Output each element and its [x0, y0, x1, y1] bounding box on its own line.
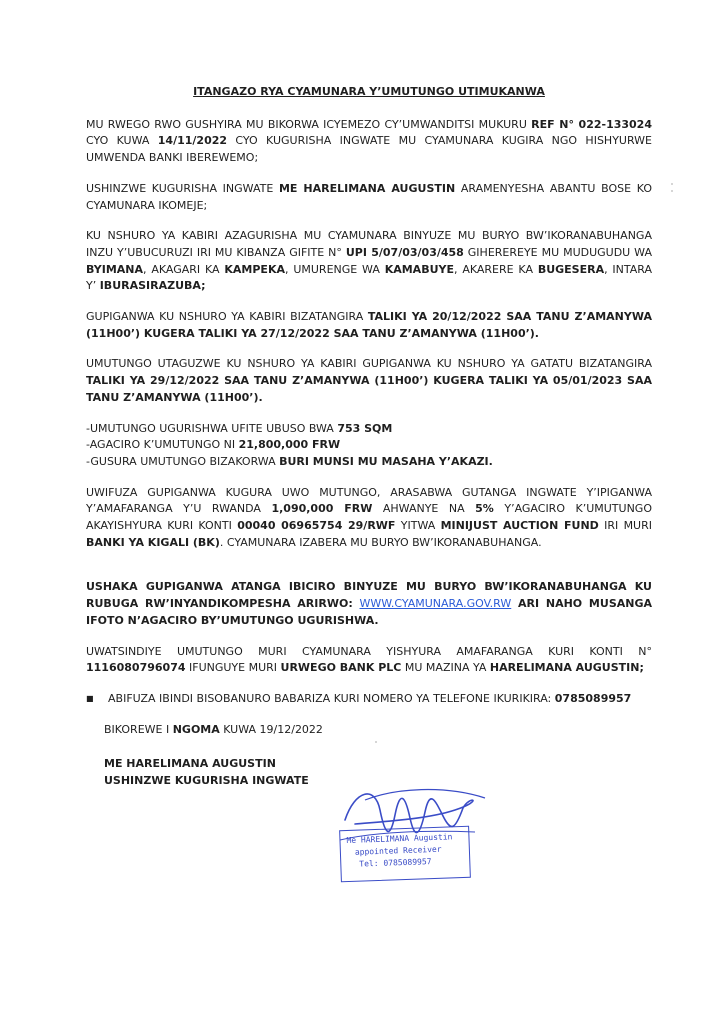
text-run: , INTARA Y’ — [86, 262, 653, 293]
text-run: TALIKI YA 20/12/2022 SAA TANU Z’AMANYWA (11H00’) KUGERA TALIKI YA 27/12/2022 SAA TANU Z’AMANYWA (11H00’). — [86, 310, 652, 340]
text-run: IFUNGUYE MURI — [185, 661, 281, 675]
property-detail-line — [86, 454, 652, 471]
text-run: KAMABUYE — [384, 262, 454, 276]
paragraph-reference — [86, 117, 652, 167]
text-run: 1,090,000 FRW — [271, 502, 373, 516]
property-detail-line — [86, 437, 652, 454]
paragraph-second-auction-dates — [86, 309, 652, 342]
text-run: -GUSURA UMUTUNGO BIZAKORWA — [86, 454, 280, 468]
text-run: MU RWEGO RWO GUSHYIRA MU BIKORWA ICYEMEZO CY’UMWANDITSI MUKURU — [86, 117, 532, 131]
text-run: USHAKA GUPIGANWA ATANGA IBICIRO BINYUZE MU BURYO BW’IKORANABUHANGA KU RUBUGA RW’INYANDIKOMPESHA ARIRWO: — [86, 580, 652, 611]
text-run: 21,800,000 FRW — [238, 438, 341, 452]
paragraph-payment-account — [86, 644, 652, 677]
stamp-line-role: appointed Receiver — [354, 844, 442, 857]
document-title: ITANGAZO RYA CYAMUNARA Y’UMUTUNGO UTIMUKANWA — [193, 85, 545, 98]
text-run: BUGESERA — [537, 262, 605, 276]
bullet-icon: ■ — [86, 693, 94, 703]
paragraph-third-auction-dates — [86, 356, 652, 406]
text-run: -AGACIRO K’UMUTUNGO NI — [86, 438, 239, 452]
property-details-list — [86, 421, 652, 471]
text-run: GIHEREREYE MU MUDUGUDU WA — [463, 245, 652, 259]
website-link[interactable]: WWW.CYAMUNARA.GOV.RW — [359, 597, 512, 611]
signatory-name: ME HARELIMANA AUGUSTIN — [104, 757, 276, 771]
done-at-prefix: BIKOREWE I — [104, 722, 173, 736]
text-run: BYIMANA — [86, 262, 144, 276]
text-run: , UMURENGE WA — [285, 262, 385, 276]
text-run: 00040 06965754 29/RWF — [237, 519, 396, 533]
text-run: , AKARERE KA — [454, 262, 538, 276]
text-run: GUPIGANWA KU NSHURO YA KABIRI BIZATANGIRA — [86, 310, 368, 324]
text-run: IRI MURI — [598, 519, 652, 533]
done-at-place: NGOMA — [172, 722, 220, 736]
text-run: REF N° 022-133024 — [531, 117, 652, 131]
text-run: Y’AGACIRO K’UMUTUNGO AKAYISHYURA KURI KONTI — [86, 502, 652, 533]
done-at-mid: KUWA — [219, 722, 260, 736]
text-run: AHWANYE NA — [372, 502, 476, 516]
text-run: . CYAMUNARA IZABERA MU BURYO BW’IKORANABUHANGA. — [219, 535, 542, 549]
paragraph-deposit — [86, 485, 652, 552]
text-run: URWEGO BANK PLC — [280, 661, 402, 675]
text-run: -UMUTUNGO UGURISHWA UFITE UBUSO BWA — [86, 421, 338, 435]
paragraph-online-bidding — [86, 579, 652, 629]
text-run: IBURASIRAZUBA; — [99, 279, 206, 293]
text-run: UPI 5/07/03/03/458 — [345, 245, 464, 259]
stamp-line-tel: Tel: 0785089957 — [359, 857, 432, 869]
text-run: KU NSHURO YA KABIRI AZAGURISHA MU CYAMUNARA BINYUZE MU BURYO BW’IKORANABUHANGA INZU Y’UBUCURUZI IRI MU KIBANZA GIFITE N° — [86, 229, 652, 259]
text-run: MU MAZINA YA — [401, 661, 490, 675]
receiver-stamp — [339, 826, 471, 883]
text-run: BANKI YA KIGALI (BK) — [86, 535, 220, 549]
text-run: CYO KUWA — [86, 134, 158, 148]
done-at-line — [86, 722, 652, 739]
text-run: MINIJUST AUCTION FUND — [440, 519, 599, 533]
done-at-date: 19/12/2022 — [259, 722, 323, 736]
text-run: 14/11/2022 — [157, 134, 228, 148]
stamp-line-name: Me HARELIMANA Augustin — [346, 832, 453, 846]
text-run: TALIKI YA 29/12/2022 SAA TANU Z’AMANYWA (11H00’) KUGERA TALIKI YA 05/01/2023 SAA TANU Z’AMANYWA (11H00’). — [86, 374, 652, 404]
text-run: YITWA — [395, 519, 441, 533]
text-run: USHINZWE KUGURISHA INGWATE — [86, 181, 279, 195]
property-detail-line — [86, 421, 652, 438]
text-run: 1116080796074 — [86, 661, 186, 675]
contact-bullet — [86, 691, 652, 708]
text-run: ARAMENYESHA ABANTU BOSE KO CYAMUNARA IKOMEJE; — [86, 181, 653, 212]
text-run: HARELIMANA AUGUSTIN; — [489, 661, 644, 675]
text-run: 753 SQM — [337, 421, 393, 435]
contact-text — [108, 691, 652, 708]
text-run: UWIFUZA GUPIGANWA KUGURA UWO MUTUNGO, ARASABWA GUTANGA INGWATE Y’IPIGANWA Y’AMAFARANGA Y’U RWANDA — [86, 485, 652, 516]
text-run: UWATSINDIYE UMUTUNGO MURI CYAMUNARA YISHYURA AMAFARANGA KURI KONTI N° — [86, 644, 652, 658]
text-run: , AKAGARI KA — [143, 262, 225, 276]
text-run: ABIFUZA IBINDI BISOBANURO BABARIZA KURI NOMERO YA TELEFONE IKURIKIRA: — [108, 691, 555, 705]
signatory-role: USHINZWE KUGURISHA INGWATE — [104, 774, 309, 788]
paragraph-property-location — [86, 228, 652, 295]
text-run: BURI MUNSI MU MASAHA Y’AKAZI. — [279, 454, 493, 468]
paragraph-receiver — [86, 181, 652, 214]
text-run: 0785089957 — [554, 691, 632, 705]
text-run: CYO KUGURISHA INGWATE MU CYAMUNARA KUGIRA NGO HISHYURWE UMWENDA BANKI IBEREWEMO; — [86, 134, 652, 165]
text-run: ARI NAHO MUSANGA IFOTO N’AGACIRO BY’UMUTUNGO UGURISHWA. — [86, 597, 652, 627]
text-run: ME HARELIMANA AUGUSTIN — [278, 181, 456, 195]
text-run: KAMPEKA — [224, 262, 285, 276]
text-run: UMUTUNGO UTAGUZWE KU NSHURO YA KABIRI GUPIGANWA KU NSHURO YA GATATU BIZATANGIRA — [86, 357, 652, 371]
text-run: 5% — [475, 502, 494, 516]
document-body — [86, 84, 652, 790]
